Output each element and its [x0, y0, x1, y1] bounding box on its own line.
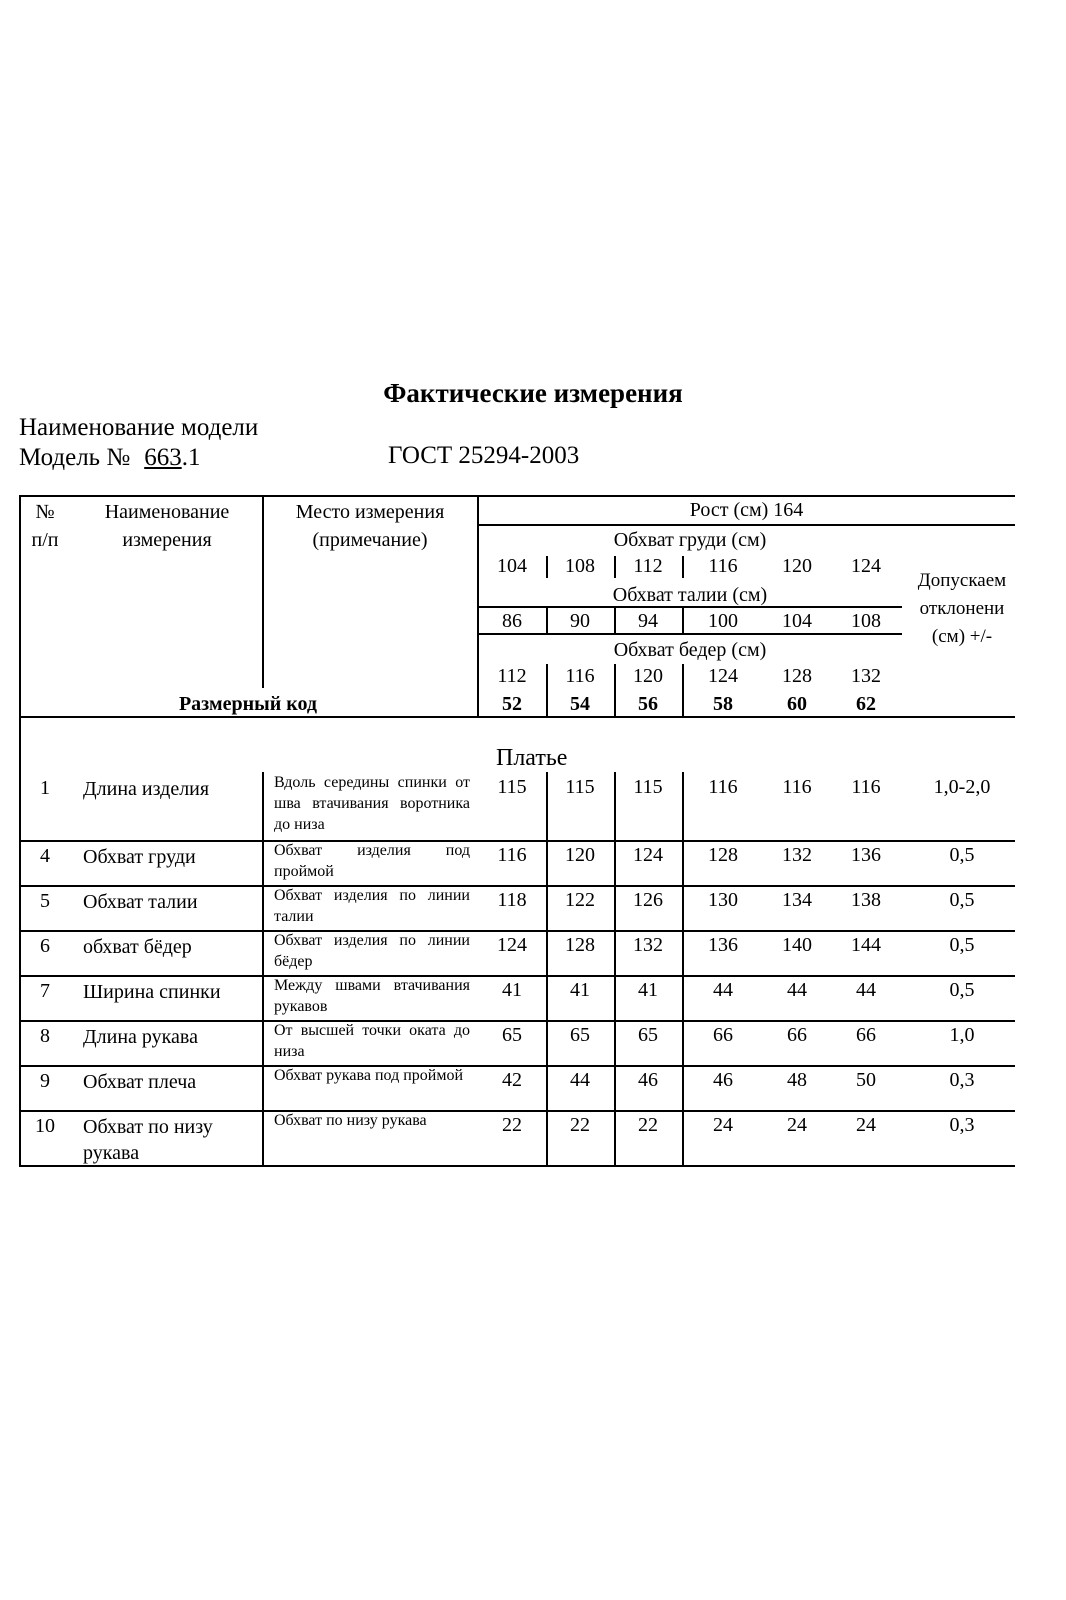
row-border: [19, 1110, 1015, 1112]
row-value: 118: [497, 889, 527, 911]
size-codes-value: 56: [638, 693, 658, 715]
model-no-suffix: .1: [181, 444, 201, 471]
row-number: 5: [40, 890, 50, 912]
row-number: 8: [40, 1025, 50, 1047]
row-value: 115: [633, 776, 663, 798]
size-codes-value: 54: [570, 693, 590, 715]
row-tolerance: 0,5: [949, 934, 975, 956]
tolerance-header: Допускаем отклонени (см) +/-: [917, 570, 1007, 647]
hips-value: 124: [708, 665, 738, 687]
row-name: Обхват по низу рукава: [83, 1116, 213, 1164]
size-codes-value: 58: [713, 693, 733, 715]
row-value: 24: [856, 1114, 876, 1136]
header-bottom-border: [19, 716, 1015, 718]
size-codes-value: 62: [856, 693, 876, 715]
size-code-label: Размерный код: [178, 693, 318, 715]
row-place: Обхват изделия по линии бёдер: [274, 932, 470, 970]
row-value: 44: [713, 979, 733, 1001]
row-value: 144: [851, 934, 881, 956]
row-value: 132: [782, 844, 812, 866]
row-name: Длина рукава: [83, 1026, 198, 1048]
row-value: 22: [502, 1114, 522, 1136]
model-no-value: 663: [144, 444, 182, 471]
bust-value: 112: [633, 555, 663, 577]
row-value: 44: [856, 979, 876, 1001]
row-value: 136: [708, 934, 738, 956]
row-number: 9: [40, 1070, 50, 1092]
waist-values-border: [478, 633, 902, 635]
row-tolerance: 0,5: [949, 889, 975, 911]
bust-separator: [614, 556, 616, 578]
row-value: 41: [570, 979, 590, 1001]
row-name: Ширина спинки: [83, 981, 221, 1003]
col-num-header: № п/п: [31, 501, 59, 551]
row-name: Обхват груди: [83, 846, 196, 868]
row-value: 124: [633, 844, 663, 866]
row-value: 22: [570, 1114, 590, 1136]
waist-value: 104: [782, 610, 812, 632]
hips-separator: [682, 664, 684, 717]
row-tolerance: 1,0-2,0: [933, 776, 991, 798]
hips-separator: [614, 664, 616, 717]
size-codes-value: 60: [787, 693, 807, 715]
row-value: 120: [565, 844, 595, 866]
height-header: Рост (см) 164: [689, 499, 804, 521]
row-value: 122: [565, 889, 595, 911]
row-value: 65: [638, 1024, 658, 1046]
row-col-border: [262, 1065, 264, 1110]
row-number: 7: [40, 980, 50, 1002]
row-col-border: [262, 975, 264, 1020]
row-value: 42: [502, 1069, 522, 1091]
table-top-border: [19, 495, 1015, 497]
row-col-border: [262, 1020, 264, 1065]
row-value: 124: [497, 934, 527, 956]
gost-standard: ГОСТ 25294-2003: [388, 442, 580, 469]
row-col-border: [682, 885, 684, 930]
row-col-border: [262, 930, 264, 975]
row-tolerance: 0,3: [949, 1114, 975, 1136]
row-value: 116: [782, 776, 812, 798]
row-col-border: [682, 840, 684, 885]
row-number: 4: [40, 845, 50, 867]
row-value: 50: [856, 1069, 876, 1091]
row-border: [19, 885, 1015, 887]
row-col-border: [682, 1110, 684, 1165]
waist-value: 108: [851, 610, 881, 632]
row-col-border: [682, 975, 684, 1020]
row-tolerance: 0,5: [949, 844, 975, 866]
waist-label-border: [478, 606, 902, 608]
row-value: 46: [713, 1069, 733, 1091]
waist-separator: [546, 607, 548, 634]
row-value: 41: [638, 979, 658, 1001]
waist-label: Обхват талии (см): [612, 584, 768, 606]
row-value: 128: [708, 844, 738, 866]
row-tolerance: 1,0: [949, 1024, 975, 1046]
row-number: 10: [35, 1115, 55, 1137]
row-border: [19, 930, 1015, 932]
model-no-label: Модель №: [19, 444, 131, 471]
row-col-border: [262, 840, 264, 885]
row-border: [19, 975, 1015, 977]
row-col-border: [262, 1110, 264, 1165]
row-place: Между швами втачивания рукавов: [274, 977, 470, 1015]
row-col-border: [262, 885, 264, 930]
row-value: 116: [708, 776, 738, 798]
hips-value: 112: [497, 665, 527, 687]
bust-value: 104: [497, 555, 527, 577]
size-codes-value: 52: [502, 693, 522, 715]
row-border: [19, 1020, 1015, 1022]
row-name: Обхват талии: [83, 891, 198, 913]
bust-value: 108: [565, 555, 595, 577]
row-name: Длина изделия: [83, 778, 210, 800]
row-name: обхват бёдер: [83, 936, 192, 958]
waist-value: 100: [708, 610, 738, 632]
height-row-border: [478, 524, 1015, 526]
row-value: 22: [638, 1114, 658, 1136]
page-title: Фактические измерения: [383, 378, 683, 408]
row-value: 138: [851, 889, 881, 911]
bust-label: Обхват груди (см): [613, 529, 767, 551]
waist-separator: [614, 607, 616, 634]
bust-value: 124: [851, 555, 881, 577]
bust-separator: [546, 556, 548, 578]
row-value: 115: [497, 776, 527, 798]
row-value: 136: [851, 844, 881, 866]
waist-value: 94: [638, 610, 658, 632]
waist-value: 86: [502, 610, 522, 632]
row-name: Обхват плеча: [83, 1071, 197, 1093]
bust-value: 120: [782, 555, 812, 577]
row-border: [19, 1065, 1015, 1067]
row-number: 1: [40, 777, 50, 799]
row-col-border: [262, 772, 264, 840]
row-col-border: [682, 1065, 684, 1110]
row-place: Обхват изделия под проймой: [274, 842, 470, 880]
row-value: 132: [633, 934, 663, 956]
row-value: 41: [502, 979, 522, 1001]
row-value: 66: [713, 1024, 733, 1046]
row-value: 66: [856, 1024, 876, 1046]
model-name-label: Наименование модели: [19, 414, 259, 441]
waist-value: 90: [570, 610, 590, 632]
row-value: 24: [713, 1114, 733, 1136]
col-name-header: Наименование измерения: [104, 501, 230, 551]
section-title: Платье: [496, 745, 568, 771]
hips-label: Обхват бедер (см): [613, 639, 767, 661]
row-place: От высшей точки оката до низа: [274, 1022, 470, 1060]
bust-value: 116: [708, 555, 738, 577]
row-place: Обхват по низу рукава: [274, 1112, 427, 1129]
row-value: 44: [787, 979, 807, 1001]
row-value: 44: [570, 1069, 590, 1091]
row-border: [19, 840, 1015, 842]
row-value: 48: [787, 1069, 807, 1091]
row-col-border: [682, 930, 684, 975]
row-value: 140: [782, 934, 812, 956]
col-place-header: Место измерения (примечание): [295, 501, 445, 551]
row-value: 128: [565, 934, 595, 956]
row-value: 66: [787, 1024, 807, 1046]
waist-separator: [682, 607, 684, 634]
hips-value: 120: [633, 665, 663, 687]
row-tolerance: 0,3: [949, 1069, 975, 1091]
hips-separator: [546, 664, 548, 717]
row-value: 126: [633, 889, 663, 911]
row-value: 46: [638, 1069, 658, 1091]
row-place: Вдоль середины спинки от шва втачивания воротника до низа: [274, 774, 470, 833]
hips-value: 116: [565, 665, 595, 687]
row-value: 115: [565, 776, 595, 798]
row-place: Обхват изделия по линии талии: [274, 887, 470, 925]
bust-separator: [682, 556, 684, 578]
row-value: 116: [497, 844, 527, 866]
row-place: Обхват рукава под проймой: [274, 1067, 464, 1084]
row-number: 6: [40, 935, 50, 957]
row-value: 134: [782, 889, 812, 911]
row-tolerance: 0,5: [949, 979, 975, 1001]
row-value: 130: [708, 889, 738, 911]
row-value: 116: [851, 776, 881, 798]
row-value: 65: [570, 1024, 590, 1046]
hips-value: 128: [782, 665, 812, 687]
row-col-border: [682, 772, 684, 840]
row-value: 24: [787, 1114, 807, 1136]
row-col-border: [682, 1020, 684, 1065]
row-value: 65: [502, 1024, 522, 1046]
hips-value: 132: [851, 665, 881, 687]
